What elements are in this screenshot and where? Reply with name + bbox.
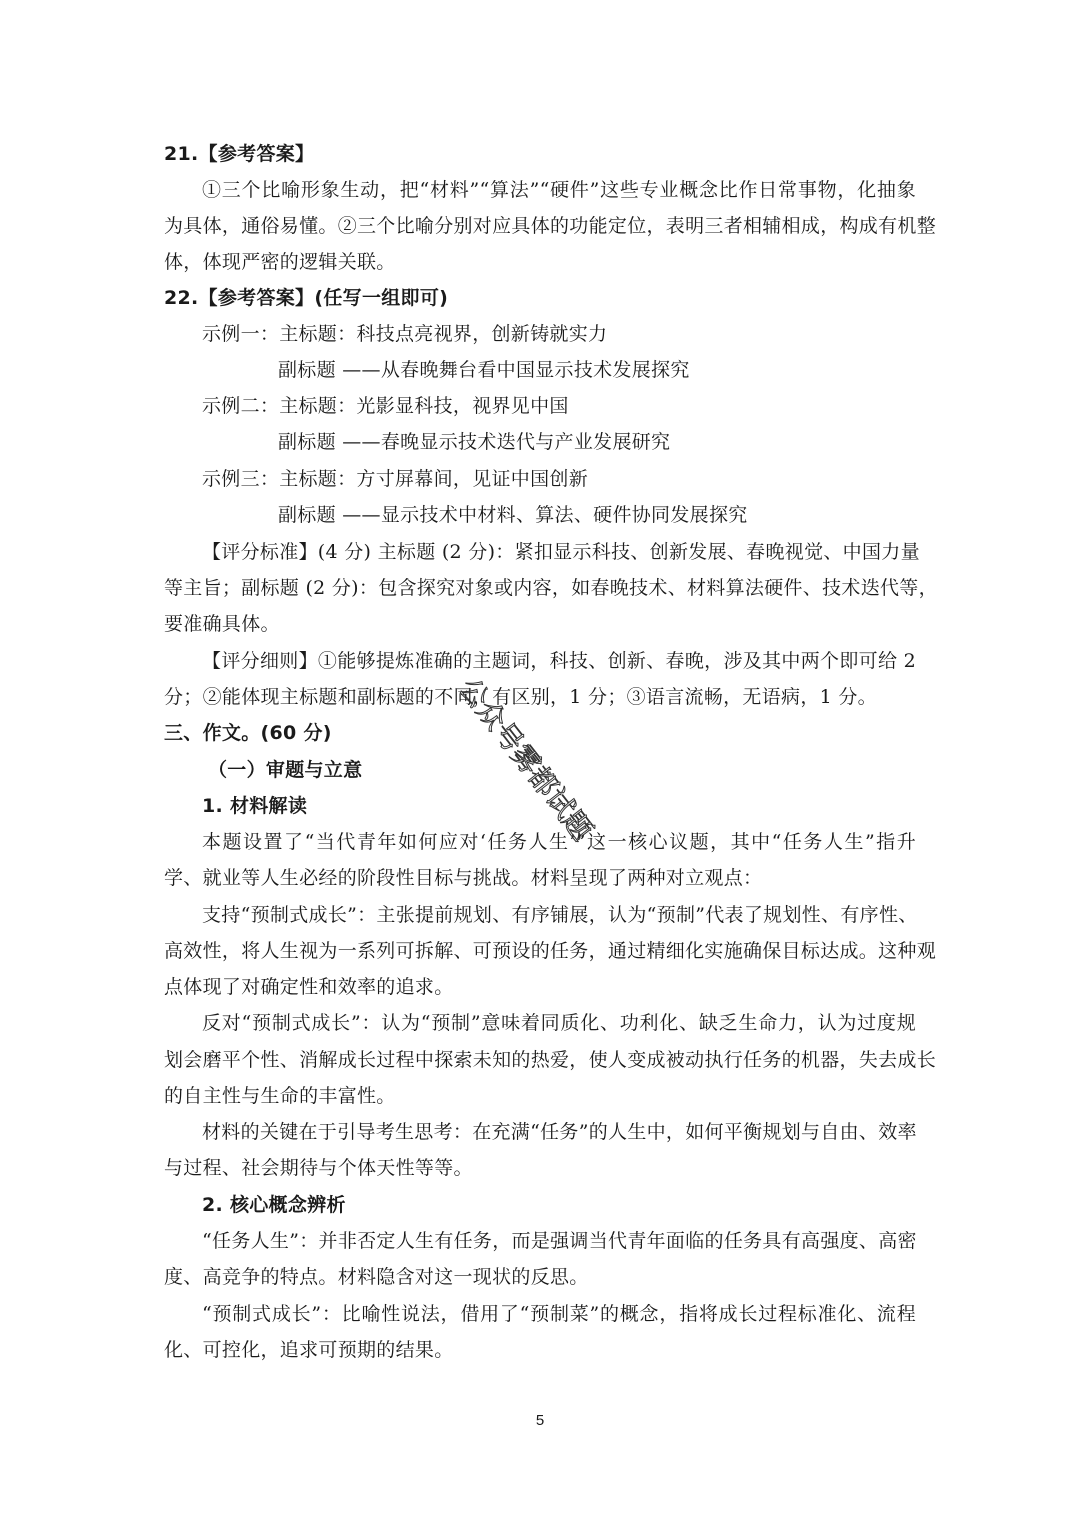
page-number: 5 [535,1412,545,1429]
scoring-standard: 【评分标准】(4 分) 主标题 (2 分)：紧扣显示科技、创新发展、春晚视觉、中国力量 [202,541,920,563]
paragraph-text: 划会磨平个性、消解成长过程中探索未知的热爱，使人变成被动执行任务的机器，失去成长 [164,1049,937,1071]
answer-21-text: ①三个比喻形象生动，把“材料”“算法”“硬件”这些专业概念比作日常事物，化抽象 [202,179,916,201]
paragraph-text: 化、可控化，追求可预期的结果。 [164,1339,454,1361]
answer-21-text: 为具体，通俗易懂。②三个比喻分别对应具体的功能定位，表明三者相辅相成，构成有机整 [164,215,937,237]
example-1-subtitle: 副标题 ——从春晚舞台看中国显示技术发展探究 [278,359,690,381]
subsection-heading: 2. 核心概念辨析 [202,1194,346,1216]
answer-21-heading: 21.【参考答案】 [164,143,315,165]
paragraph-text: 反对“预制式成长”：认为“预制”意味着同质化、功利化、缺乏生命力，认为过度规 [202,1012,916,1034]
answer-21-text: 体，体现严密的逻辑关联。 [164,251,396,273]
paragraph-text: “预制式成长”：比喻性说法，借用了“预制菜”的概念，指将成长过程标准化、流程 [202,1303,916,1325]
example-3-subtitle: 副标题 ——显示技术中材料、算法、硬件协同发展探究 [278,504,748,526]
subsection-heading: 1. 材料解读 [202,795,308,817]
paragraph-text: 与过程、社会期待与个体天性等等。 [164,1157,473,1179]
example-2-main-title: 示例二：主标题：光影显科技，视界见中国 [202,395,569,417]
subsection-heading: （一）审题与立意 [208,759,363,781]
scoring-standard: 要准确具体。 [164,613,280,635]
paragraph-text: 本题设置了“当代青年如何应对‘任务人生’”这一核心议题，其中“任务人生”指升 [202,831,916,853]
scoring-details: 分；②能体现主标题和副标题的不同，有区别，1 分；③语言流畅，无语病，1 分。 [164,686,877,708]
example-1-main-title: 示例一：主标题：科技点亮视界，创新铸就实力 [202,323,608,345]
section-3-heading: 三、作文。(60 分) [164,722,332,744]
paragraph-text: 的自主性与生命的丰富性。 [164,1085,396,1107]
paragraph-text: 度、高竞争的特点。材料隐含对这一现状的反思。 [164,1266,589,1288]
paragraph-text: “任务人生”：并非否定人生有任务，而是强调当代青年面临的任务具有高强度、高密 [202,1230,917,1252]
paragraph-text: 点体现了对确定性和效率的追求。 [164,976,454,998]
scoring-details: 【评分细则】①能够提炼准确的主题词，科技、创新、春晚，涉及其中两个即可给 2 [202,650,916,672]
watermark-text: 公众号雾都试题 [452,671,600,847]
watermark [452,670,652,870]
example-2-subtitle: 副标题 ——春晚显示技术迭代与产业发展研究 [278,431,671,453]
scoring-standard: 等主旨；副标题 (2 分)：包含探究对象或内容，如春晚技术、材料算法硬件、技术迭代等， [164,577,938,599]
paragraph-text: 材料的关键在于引导考生思考：在充满“任务”的人生中，如何平衡规划与自由、效率 [202,1121,917,1143]
example-3-main-title: 示例三：主标题：方寸屏幕间，见证中国创新 [202,468,589,490]
paragraph-text: 学、就业等人生必经的阶段性目标与挑战。材料呈现了两种对立观点： [164,867,763,889]
answer-22-heading: 22.【参考答案】(任写一组即可) [164,287,449,309]
paragraph-text: 高效性，将人生视为一系列可拆解、可预设的任务，通过精细化实施确保目标达成。这种观 [164,940,937,962]
paragraph-text: 支持“预制式成长”：主张提前规划、有序铺展，认为“预制”代表了规划性、有序性、 [202,904,918,926]
